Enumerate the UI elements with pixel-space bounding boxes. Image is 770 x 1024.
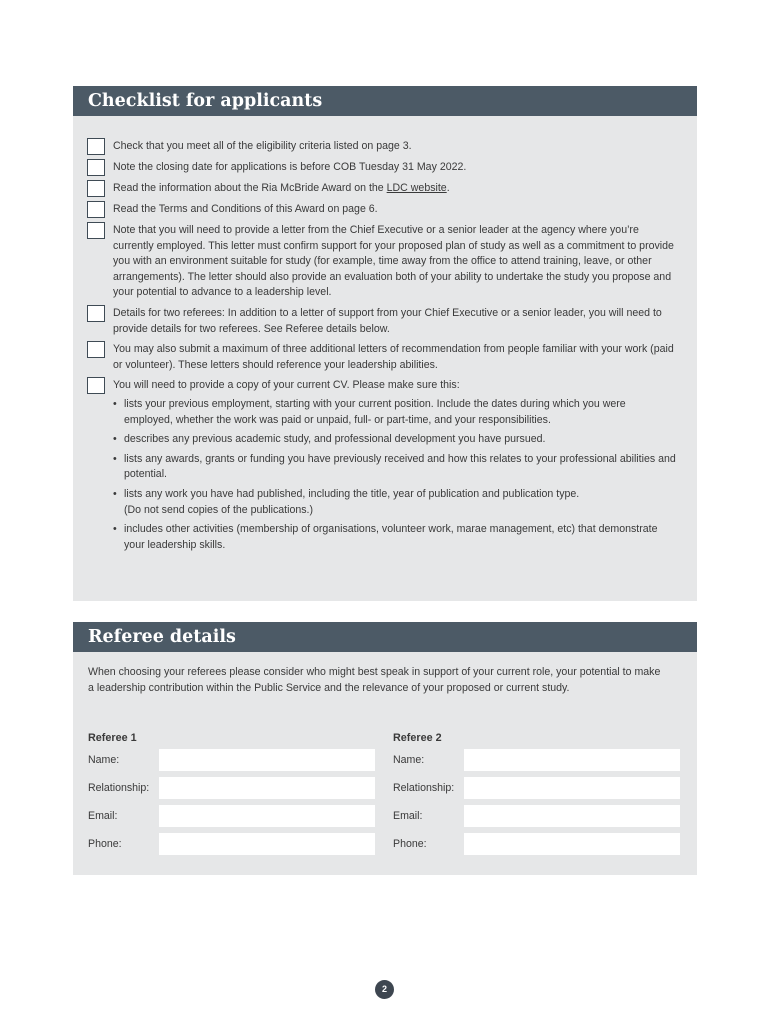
email-label: Email: — [88, 810, 118, 822]
bullet-icon: • — [113, 523, 117, 536]
checklist-item-text: Check that you meet all of the eligibility criteria listed on page 3. — [113, 140, 412, 152]
referee-1-column — [88, 730, 378, 860]
list-item — [113, 432, 677, 448]
referee-2-heading: Referee 2 — [393, 732, 442, 744]
checklist-item-text: You may also submit a maximum of three additional letters of recommendation from people familiar with your work (paid or volunteer). These letters should reference your leadership abilities. — [113, 343, 674, 371]
checklist-item — [87, 139, 677, 155]
referee-1-heading: Referee 1 — [88, 732, 137, 744]
page-number: 2 — [375, 980, 394, 999]
checklist-item-text: Details for two referees: In addition to a letter of support from your Chief Executive or a senior leader, you will need to provide details for two referees. See Referee details below. — [113, 306, 662, 335]
referee-2-phone-input[interactable] — [464, 833, 680, 855]
cv-intro-text: You will need to provide a copy of your current CV. Please make sure this: — [113, 379, 460, 392]
checkbox[interactable] — [87, 222, 105, 239]
bullet-icon: • — [113, 397, 117, 410]
cv-bullet-list — [113, 397, 677, 553]
referee-1-relationship-input[interactable] — [159, 777, 375, 799]
referee-1-phone-input[interactable] — [159, 833, 375, 855]
checklist-item-text: Note that you will need to provide a letter from the Chief Executive or a senior leader at the agency where you’re currently employed. This letter must confirm support for your proposed plan of study as well as a commitment to provide you with an environment suitable for study (for example, time away from the office to attend training, leave, or other arrangements). The letter should also provide an evaluation both of your ability to undertake the study you propose and your potential to advance to a leadership level. — [113, 224, 674, 299]
checklist-title: Checklist for applicants — [73, 86, 697, 116]
bullet-icon: • — [113, 487, 117, 500]
bullet-text: lists any awards, grants or funding you have previously received and how this relates to your professional abilities and potential. — [124, 452, 676, 481]
bullet-text: lists any work you have had published, including the title, year of publication and publication type. — [124, 487, 580, 500]
bullet-icon: • — [113, 433, 117, 446]
checklist-item-text — [113, 378, 677, 557]
checklist-items — [87, 139, 677, 562]
checklist-item — [87, 378, 677, 557]
checklist-section — [73, 86, 697, 601]
checklist-item — [87, 181, 677, 197]
list-item — [113, 452, 677, 483]
name-label: Name: — [393, 754, 425, 766]
checkbox[interactable] — [87, 341, 105, 358]
referee-section — [73, 622, 697, 875]
relationship-row — [393, 776, 683, 800]
relationship-label: Relationship: — [88, 782, 150, 794]
ldc-website-link[interactable]: LDC website — [386, 182, 447, 194]
checklist-item-text — [113, 181, 450, 197]
email-label: Email: — [393, 810, 423, 822]
checklist-item — [87, 223, 677, 301]
checklist-item-text: Note the closing date for applications is before COB Tuesday 31 May 2022. — [113, 161, 467, 173]
phone-row — [393, 832, 683, 856]
referee-2-column — [393, 730, 683, 860]
checkbox[interactable] — [87, 201, 105, 218]
checkbox[interactable] — [87, 138, 105, 155]
relationship-label: Relationship: — [393, 782, 455, 794]
referee-2-relationship-input[interactable] — [464, 777, 680, 799]
bullet-note: (Do not send copies of the publications.) — [124, 503, 314, 516]
checkbox[interactable] — [87, 377, 105, 394]
checklist-item — [87, 306, 677, 337]
referee-title: Referee details — [73, 622, 697, 652]
checklist-item — [87, 342, 677, 373]
list-item — [113, 397, 677, 428]
checklist-item-text: Read the Terms and Conditions of this Award on page 6. — [113, 203, 378, 215]
list-item — [113, 522, 677, 553]
referee-intro: When choosing your referees please consider who might best speak in support of your current role, your potential to make a leadership contribution within the Public Service and the relevance of your proposed or current study. — [88, 666, 661, 694]
list-item — [113, 487, 677, 518]
item-text-prefix: Read the information about the Ria McBride Award on the — [113, 182, 387, 194]
referee-1-name-input[interactable] — [159, 749, 375, 771]
checkbox[interactable] — [87, 180, 105, 197]
email-row — [393, 804, 683, 828]
bullet-text: includes other activities (membership of organisations, volunteer work, marae management, etc) that demonstrate your leadership skills. — [124, 523, 658, 551]
checklist-item — [87, 160, 677, 176]
checklist-item — [87, 202, 677, 218]
relationship-row — [88, 776, 378, 800]
name-row — [393, 748, 683, 772]
checkbox[interactable] — [87, 305, 105, 322]
bullet-text: describes any previous academic study, and professional development you have pursued. — [124, 433, 546, 446]
bullet-text: lists your previous employment, starting with your current position. Include the dates during which you were employed, whether the work was paid or unpaid, full- or part-time, and your responsibilities. — [124, 397, 626, 426]
name-label: Name: — [88, 754, 120, 766]
phone-label: Phone: — [393, 838, 427, 850]
item-text-suffix: . — [446, 182, 450, 194]
phone-row — [88, 832, 378, 856]
email-row — [88, 804, 378, 828]
phone-label: Phone: — [88, 838, 122, 850]
referee-1-email-input[interactable] — [159, 805, 375, 827]
bullet-icon: • — [113, 452, 117, 465]
checkbox[interactable] — [87, 159, 105, 176]
name-row — [88, 748, 378, 772]
referee-2-name-input[interactable] — [464, 749, 680, 771]
referee-2-email-input[interactable] — [464, 805, 680, 827]
